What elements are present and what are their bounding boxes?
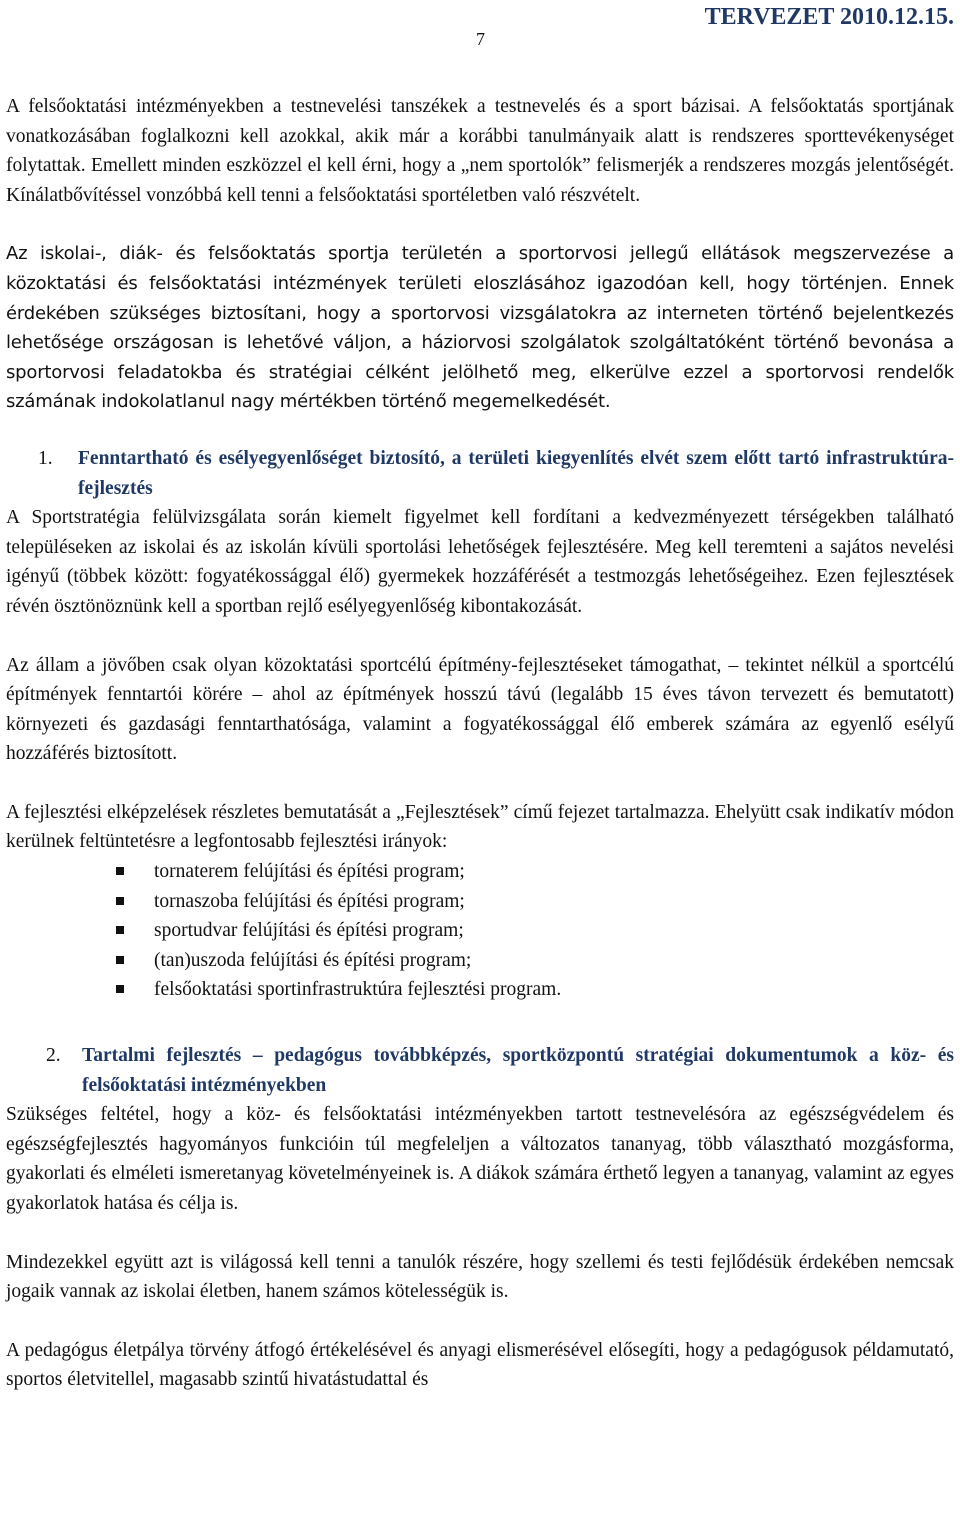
bullet-square-icon bbox=[116, 985, 124, 993]
paragraph-teacher-career: A pedagógus életpálya törvény átfogó értékelésével és anyagi elismerésével elősegíti, hogy a pedagógusok példamutató, sportos életvitellel, magasabb szintű hivatástudattal és bbox=[6, 1339, 954, 1391]
bullet-square-icon bbox=[116, 926, 124, 934]
list-item: (tan)uszoda felújítási és építési program; bbox=[116, 946, 954, 976]
section-number-1: 1. bbox=[38, 447, 53, 469]
section-title-1: Fenntartható és esélyegyenlőséget biztosító, a területi kiegyenlítés elvét szem előtt tartó infrastruktúra-fejlesztés bbox=[78, 447, 954, 499]
section-number-2: 2. bbox=[46, 1045, 61, 1067]
page-number: 7 bbox=[476, 29, 485, 49]
section-heading-1 bbox=[6, 444, 954, 503]
bullet-square-icon bbox=[116, 867, 124, 875]
draft-header: TERVEZET 2010.12.15. bbox=[704, 4, 954, 30]
development-list bbox=[6, 857, 954, 1005]
paragraph-sport-strategy-review: A Sportstratégia felülvizsgálata során kiemelt figyelmet kell fordítani a kedvezményezett térségekben található településeken az iskolai és az iskolán kívüli sportolási lehetőségek fejlesztésére. Meg kell teremteni a sajátos nevelési igényű (többek között: fogyatékossággal élő) gyermekek hozzáférését a testmozgás lehetőségeihez. Ezen fejlesztések révén ösztönöznünk kell a sportban rejlő esélyegyenlőség kibontakozását. bbox=[6, 507, 954, 617]
list-item: tornaszoba felújítási és építési program; bbox=[116, 887, 954, 917]
section-heading-2 bbox=[6, 1041, 954, 1100]
list-item: tornaterem felújítási és építési program; bbox=[116, 857, 954, 887]
bullet-square-icon bbox=[116, 956, 124, 964]
list-item: felsőoktatási sportinfrastruktúra fejlesztési program. bbox=[116, 975, 954, 1005]
paragraph-sports-medicine: Az iskolai-, diák- és felsőoktatás sportja területén a sportorvosi jellegű ellátások megszervezése a közoktatási és felsőoktatási intézmények területi eloszlásához igazodóan kell, hogy történjen. Ennek érdekében szükséges biztosítani, hogy a sportorvosi vizsgálatokra az interneten történő bejelentkezés lehetősége országosan is lehetővé váljon, a háziorvosi szolgálatok szolgáltatóként történő bevonása a sportorvosi feladatokba és stratégiai célként jelölhető meg, elkerülve ezzel a sportorvosi rendelők számának indokolatlanul nagy mértékben történő megemelkedését. bbox=[6, 243, 954, 413]
paragraph-state-support: Az állam a jövőben csak olyan közoktatási sportcélú építmény-fejlesztéseket támogathat, – tekintet nélkül a sportcélú építmények fenntartói körére – ahol az építmények hosszú távú (legalább 15 éves távon tervezett és bemutatott) környezeti és gazdasági fenntarthatósága, valamint a fogyatékossággal élő emberek számára az egyenlő esélyű hozzáférés biztosított. bbox=[6, 654, 954, 765]
document-body bbox=[6, 92, 954, 1395]
list-item: sportudvar felújítási és építési program; bbox=[116, 916, 954, 946]
bullet-square-icon bbox=[116, 897, 124, 905]
paragraph-development-plans: A fejlesztési elképzelések részletes bemutatását a „Fejlesztések” című fejezet tartalmazza. Ehelyütt csak indikatív módon kerülnek feltüntetésre a legfontosabb fejlesztési irányok: bbox=[6, 801, 954, 853]
paragraph-pe-requirements: Szükséges feltétel, hogy a köz- és felsőoktatási intézményekben tartott testnevelésóra az egészségvédelem és egészségfejlesztés hagyományos funkcióin túl megfeleljen a változatos tananyag, több választható mozgásforma, gyakorlati és elméleti ismeretanyag követelményeinek is. A diákok számára érthető legyen a tananyag, valamint az egyes gyakorlatok hatása és célja is. bbox=[6, 1104, 954, 1214]
paragraph-student-duties: Mindezekkel együtt azt is világossá kell tenni a tanulók részére, hogy szellemi és testi fejlődésük érdekében nemcsak jogaik vannak az iskolai életben, hanem számos kötelességük is. bbox=[6, 1251, 954, 1303]
section-title-2: Tartalmi fejlesztés – pedagógus továbbképzés, sportközpontú stratégiai dokumentumok a köz- és felsőoktatási intézményekben bbox=[82, 1045, 954, 1096]
paragraph-higher-education-sport: A felsőoktatási intézményekben a testnevelési tanszékek a testnevelés és a sport bázisai. A felsőoktatás sportjának vonatkozásában foglalkozni kell azokkal, akik már a korábbi tanulmányaik alatt is rendszeres sporttevékenységet folytattak. Emellett minden eszközzel el kell érni, hogy a „nem sportolók” felismerjék a rendszeres mozgás jelentőségét. Kínálatbővítéssel vonzóbbá kell tenni a felsőoktatási sportéletben való részvételt. bbox=[6, 96, 954, 206]
